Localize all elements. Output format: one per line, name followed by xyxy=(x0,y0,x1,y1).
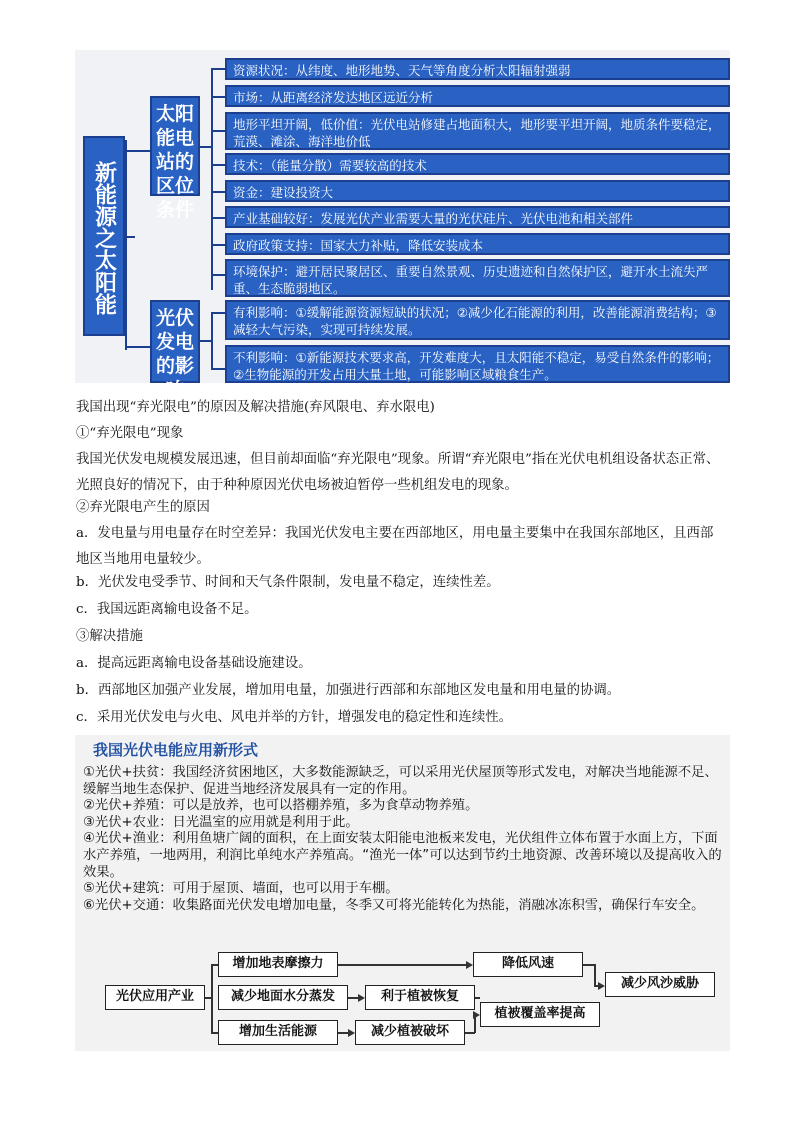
connector xyxy=(125,150,150,152)
mindmap-leaf-terrain: 地形平坦开阔，低价值：光伏电站修建占地面积大，地形要平坦开阔，地质条件要稳定，荒漠、滩涂、海洋地价低 xyxy=(225,112,730,150)
mindmap-root: 新能源之太阳能 xyxy=(83,136,125,336)
mindmap-leaf-industry: 产业基础较好：发展光伏产业需要大量的光伏硅片、光伏电池和相关部件 xyxy=(225,206,730,228)
connector xyxy=(211,217,225,219)
connector xyxy=(211,130,225,132)
connector xyxy=(211,68,225,70)
mindmap-leaf-environment: 环境保护：避开居民聚居区、重要自然景观、历史遗迹和自然保护区，避开水土流失严重、生态脆弱地区。 xyxy=(225,259,730,297)
mindmap-leaf-negative: 不利影响：①新能源技术要求高，开发难度大，且太阳能不稳定，易受自然条件的影响；②生物能源的开发占用大量土地，可能影响区域粮食生产。 xyxy=(225,345,730,383)
connector xyxy=(211,312,213,370)
subsection-title: ③解决措施 xyxy=(76,629,143,644)
paragraph: a．提高远距离输电设备基础设施建设。 xyxy=(76,656,312,671)
list-item: ③光伏+农业：日光温室的应用就是利用于此。 xyxy=(83,814,359,830)
connector xyxy=(125,346,150,348)
connector xyxy=(125,140,127,350)
connector xyxy=(211,312,225,314)
connector xyxy=(125,236,135,238)
subsection-title: ②弃光限电产生的原因 xyxy=(76,500,210,515)
connector xyxy=(211,244,225,246)
mindmap-leaf-capital: 资金：建设投资大 xyxy=(225,180,730,202)
flow-line xyxy=(338,964,466,966)
list-item: ②光伏+养殖：可以是放养，也可以搭棚养殖，多为食草动物养殖。 xyxy=(83,798,479,814)
flow-node-wind-speed: 降低风速 xyxy=(473,952,583,977)
flow-arrow xyxy=(466,961,473,969)
flow-line xyxy=(211,964,218,966)
mind-map xyxy=(75,50,730,401)
mindmap-node-location: 太阳能电站的区位条件 xyxy=(150,96,200,196)
mindmap-leaf-technology: 技术：（能量分散）需要较高的技术 xyxy=(225,153,730,175)
flow-arrow xyxy=(358,994,365,1002)
connector xyxy=(211,368,225,370)
connector xyxy=(211,164,225,166)
paragraph: b．光伏发电受季节、时间和天气条件限制，发电量不稳定，连续性差。 xyxy=(76,575,500,590)
flow-node-energy: 增加生活能源 xyxy=(218,1020,338,1045)
flow-arrow xyxy=(598,982,605,990)
connector xyxy=(211,68,213,290)
applications-list xyxy=(83,765,725,914)
mindmap-node-impact: 光伏发电的影响 xyxy=(150,300,200,383)
applications-panel xyxy=(75,735,730,1051)
flow-node-vegetation-recovery: 利于植被恢复 xyxy=(365,985,475,1010)
flow-arrow xyxy=(348,1029,355,1037)
paragraph: a．发电量与用电量存在时空差异：我国光伏发电主要在西部地区，用电量主要集中在我国东部地区，且西部地区当地用电量较少。 xyxy=(76,526,714,567)
list-item: ⑥光伏+交通：收集路面光伏发电增加电量，冬季又可将光能转化为热能，消融冰冻积雪，确保行车安全。 xyxy=(83,897,705,913)
applications-title: 我国光伏电能应用新形式 xyxy=(93,741,259,759)
flow-node-coverage: 植被覆盖率提高 xyxy=(480,1002,600,1027)
connector xyxy=(211,191,225,193)
flow-line xyxy=(475,997,480,999)
connector xyxy=(211,96,225,98)
mindmap-leaf-market: 市场：从距离经济发达地区远近分析 xyxy=(225,85,730,107)
flow-node-evaporation: 减少地面水分蒸发 xyxy=(218,985,348,1010)
flow-line xyxy=(211,1032,218,1034)
mindmap-leaf-policy: 政府政策支持：国家大力补贴，降低安装成本 xyxy=(225,233,730,255)
paragraph: 我国光伏发电规模发展迅速，但目前却面临“弃光限电”现象。所谓“弃光限电”指在光伏电机组设备状态正常、光照良好的情况下，由于种种原因光伏电场被迫暂停一些机组发电的现象。 xyxy=(76,452,720,493)
flow-line xyxy=(338,1032,348,1034)
flow-line xyxy=(348,997,358,999)
connector xyxy=(211,274,225,276)
paragraph: b．西部地区加强产业发展，增加用电量，加强进行西部和东部地区发电量和用电量的协调。 xyxy=(76,683,621,698)
list-item: ④光伏+渔业：利用鱼塘广阔的面积，在上面安装太阳能电池板来发电，光伏组件立体布置于水面上方，下面水产养殖，一地两用，利润比单纯水产养殖高。“渔光一体”可以达到节约土地资源、改善环境以及提高收入的效果。 xyxy=(83,831,722,880)
paragraph: c．我国远距离输电设备不足。 xyxy=(76,602,258,617)
section-heading: 我国出现“弃光限电”的原因及解决措施(弃风限电、弃水限电) xyxy=(76,400,435,415)
flow-node-friction: 增加地表摩擦力 xyxy=(218,952,338,977)
list-item: ⑤光伏+建筑：可用于屋顶、墙面，也可以用于车棚。 xyxy=(83,881,399,897)
mindmap-leaf-positive: 有利影响：①缓解能源资源短缺的状况；②减少化石能源的利用，改善能源消费结构；③减轻大气污染，实现可持续发展。 xyxy=(225,300,730,340)
mindmap-leaf-resource: 资源状况：从纬度、地形地势、天气等角度分析太阳辐射强弱 xyxy=(225,58,730,80)
paragraph: c．采用光伏发电与火电、风电并举的方针，增强发电的稳定性和连续性。 xyxy=(76,710,512,725)
list-item: ①光伏+扶贫：我国经济贫困地区，大多数能源缺乏，可以采用光伏屋顶等形式发电，对解决当地能源不足、缓解当地生态保护、促进当地经济发展具有一定的作用。 xyxy=(83,765,718,797)
flow-arrow xyxy=(473,1011,480,1019)
flow-node-less-damage: 减少植被破坏 xyxy=(355,1020,465,1045)
flow-start: 光伏应用产业 xyxy=(105,985,205,1010)
flow-end: 减少风沙威胁 xyxy=(605,972,715,997)
flow-line xyxy=(211,964,213,1033)
subsection-title: ①“弃光限电”现象 xyxy=(76,426,184,441)
flow-line xyxy=(594,964,596,986)
